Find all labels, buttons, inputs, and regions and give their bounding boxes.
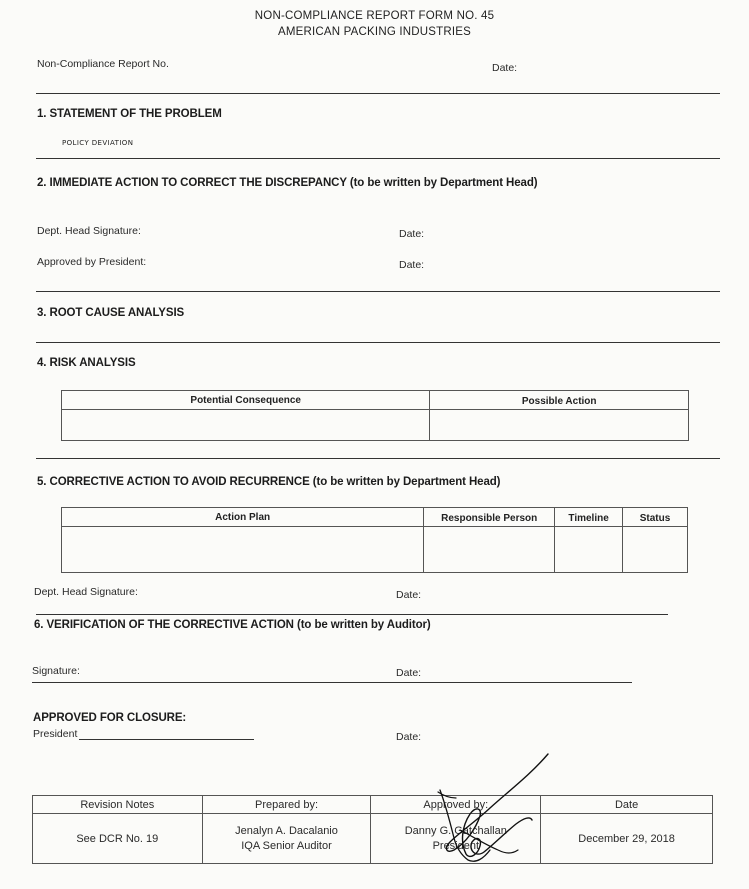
risk-analysis-table	[61, 390, 689, 441]
closure-date-label: Date:	[396, 731, 422, 743]
section-3-title: 3. ROOT CAUSE ANALYSIS	[37, 307, 185, 319]
timeline-cell	[555, 527, 623, 573]
president-signature-underline	[79, 728, 254, 740]
divider	[32, 682, 632, 683]
handwritten-signature	[420, 750, 560, 865]
date-header: Date	[541, 796, 713, 814]
section-5-title: 5. CORRECTIVE ACTION TO AVOID RECURRENCE (to be written by Department Head)	[37, 476, 501, 488]
divider	[36, 614, 668, 615]
prepared-by-name: Jenalyn A. Dacalanio	[235, 825, 338, 837]
report-no-label: Non-Compliance Report No.	[37, 58, 169, 70]
approved-by-header: Approved by:	[371, 796, 541, 814]
report-date-label: Date:	[492, 62, 518, 74]
dept-head-signature-label: Dept. Head Signature:	[37, 225, 141, 237]
president-label: President	[33, 728, 78, 740]
timeline-header: Timeline	[555, 508, 623, 527]
section-6-title: 6. VERIFICATION OF THE CORRECTIVE ACTION (to be written by Auditor)	[34, 619, 431, 631]
approved-by-title: President	[432, 840, 480, 852]
problem-handwritten-text: POLICY DEVIATION	[62, 139, 134, 147]
responsible-person-cell	[424, 527, 555, 573]
divider	[36, 458, 720, 459]
president-signature-line	[33, 728, 254, 740]
president-date-label: Date:	[399, 259, 425, 271]
divider	[36, 342, 720, 343]
revision-table	[32, 795, 713, 864]
possible-action-header: Possible Action	[430, 391, 689, 410]
prepared-by-header: Prepared by:	[202, 796, 371, 814]
potential-consequence-header: Potential Consequence	[62, 391, 430, 410]
form-title: NON-COMPLIANCE REPORT FORM NO. 45	[254, 10, 495, 22]
possible-action-cell	[430, 410, 689, 441]
dept-head-date-label: Date:	[399, 228, 425, 240]
section-2-title: 2. IMMEDIATE ACTION TO CORRECT THE DISCREPANCY (to be written by Department Head)	[37, 177, 538, 189]
prepared-by-title: IQA Senior Auditor	[241, 840, 332, 852]
prepared-by-cell	[202, 814, 371, 864]
status-header: Status	[623, 508, 688, 527]
divider	[36, 291, 720, 292]
company-name: AMERICAN PACKING INDUSTRIES	[277, 26, 472, 38]
section-4-title: 4. RISK ANALYSIS	[37, 357, 136, 369]
closure-title: APPROVED FOR CLOSURE:	[33, 712, 187, 724]
action-plan-header: Action Plan	[62, 508, 424, 527]
potential-consequence-cell	[62, 410, 430, 441]
revision-notes-cell: See DCR No. 19	[33, 814, 203, 864]
approved-by-president-label: Approved by President:	[37, 256, 147, 268]
status-cell	[623, 527, 688, 573]
divider	[36, 158, 720, 159]
auditor-signature-label: Signature:	[32, 665, 80, 677]
dept-head-signature-label-2: Dept. Head Signature:	[34, 586, 138, 598]
revision-notes-header: Revision Notes	[33, 796, 203, 814]
responsible-person-header: Responsible Person	[424, 508, 555, 527]
action-plan-cell	[62, 527, 424, 573]
auditor-date-label: Date:	[396, 667, 422, 679]
approved-by-name: Danny G. Gatchallan	[404, 825, 507, 837]
revision-date-cell: December 29, 2018	[541, 814, 713, 864]
divider	[36, 93, 720, 94]
section-1-title: 1. STATEMENT OF THE PROBLEM	[37, 108, 222, 120]
dept-head-date-label-2: Date:	[396, 589, 422, 601]
corrective-action-table	[61, 507, 688, 573]
